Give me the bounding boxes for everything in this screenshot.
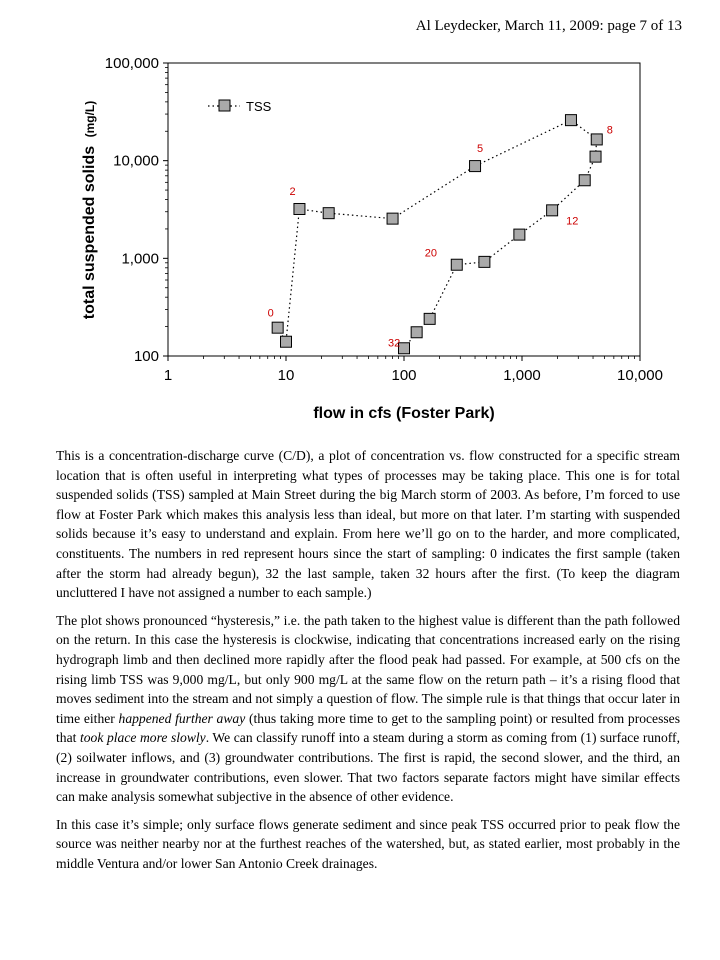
data-point (411, 327, 422, 338)
legend-label: TSS (246, 99, 272, 114)
x-tick-label: 1,000 (503, 367, 541, 384)
data-point (565, 115, 576, 126)
data-point (424, 313, 435, 324)
emphasis-text: happened further away (118, 710, 246, 726)
paragraph-text: (thus taking more time to get to the sampling point) or resulted from processes that (56, 710, 680, 746)
body-paragraph (56, 815, 680, 874)
x-axis-label: flow in cfs (Foster Park) (313, 405, 495, 422)
emphasis-text: took place more slowly (79, 730, 206, 746)
y-axis-label-main: total suspended solids (81, 145, 98, 320)
plot-area (168, 63, 640, 356)
data-point (547, 205, 558, 216)
hour-annotation: 12 (566, 215, 579, 228)
paragraph-text: The plot shows pronounced “hysteresis,” i.e. the path taken to the highest value is different than the path followed on the return. In this case the hysteresis is clockwise, indicating that concentrations increased early on the rising hydrograph limb and then declined more rapidly after the flood peak had passed. For example, at 500 cfs on the rising limb TSS was 9,000 mg/L, but only 900 mg/L at the same flow on the return path – it’s a rising flood that moves sediment into the stream and not simply a question of flow. The simple rule is that things that occur later in time either (56, 612, 680, 726)
y-tick-label: 10,000 (113, 152, 159, 170)
data-point (272, 322, 283, 333)
hour-annotation: 20 (424, 247, 438, 260)
x-tick-label: 100 (391, 367, 417, 384)
hour-annotation: 0 (267, 307, 274, 320)
paragraph-text: This is a concentration-discharge curve (C/D), a plot of concentration vs. flow constructed for a specific stream location that is often useful in interpreting what types of processes may be taking place. This one is for total suspended solids (TSS) sampled at Main Street during the big March storm of 2003. As before, I’m forced to use flow at Foster Park which makes this analysis less than ideal, but more on that later. I’m starting with suspended solids because it’s easy to understand and explain. From here we’ll go on to the harder, and more complicated, constituents. The numbers in red represent hours since the start of sampling: 0 indicates the first sample (taken after the storm had already begun), 32 the last sample, taken 32 hours after the first. (To keep the diagram uncluttered I have not assigned a number to each sample.) (56, 448, 680, 601)
hour-annotation: 8 (606, 124, 613, 137)
paragraph-text: . We can classify runoff into a steam during a storm as coming from (1) surface runoff, (2) soilwater inflows, and (3) groundwater contributions. The first is rapid, the second slower, and the third, an increase in groundwater contributions, even slower. That two factors separate factors might have similar effects can make analysis somewhat subjective in the absence of other evidence. (56, 730, 680, 805)
hour-annotation: 2 (289, 185, 296, 198)
data-point (590, 151, 601, 162)
x-tick-label: 1 (163, 367, 173, 384)
concentration-discharge-chart (0, 40, 720, 430)
data-point (281, 336, 292, 347)
x-tick-label: 10,000 (617, 367, 663, 384)
data-point (294, 203, 305, 214)
data-point (470, 161, 481, 172)
page-header: Al Leydecker, March 11, 2009: page 7 of 13 (415, 18, 682, 34)
hour-annotation: 32 (388, 337, 401, 350)
data-point (323, 208, 334, 219)
data-point (387, 213, 398, 224)
data-point (451, 259, 462, 270)
body-paragraph (56, 611, 680, 807)
y-tick-label: 1,000 (121, 250, 159, 268)
y-tick-label: 100,000 (104, 55, 159, 72)
legend-marker (219, 100, 230, 111)
paragraph-text: In this case it’s simple; only surface flows generate sediment and since peak TSS occurred prior to peak flow the source was neither nearby nor at the furthest reaches of the watershed, but, as stated earlier, most probably in the middle Ventura and/or lower San Antonio Creek drainages. (56, 816, 680, 871)
data-point (579, 175, 590, 186)
data-point (591, 134, 602, 145)
chart-svg (0, 40, 720, 430)
data-point (514, 229, 525, 240)
y-axis-label (81, 101, 98, 319)
hour-annotation: 5 (477, 143, 484, 156)
body-text (56, 446, 680, 881)
data-point (479, 256, 490, 267)
y-axis-label-unit: (mg/L) (83, 100, 97, 138)
body-paragraph (56, 446, 680, 603)
x-tick-label: 10 (277, 367, 295, 384)
y-tick-label: 100 (133, 348, 159, 365)
